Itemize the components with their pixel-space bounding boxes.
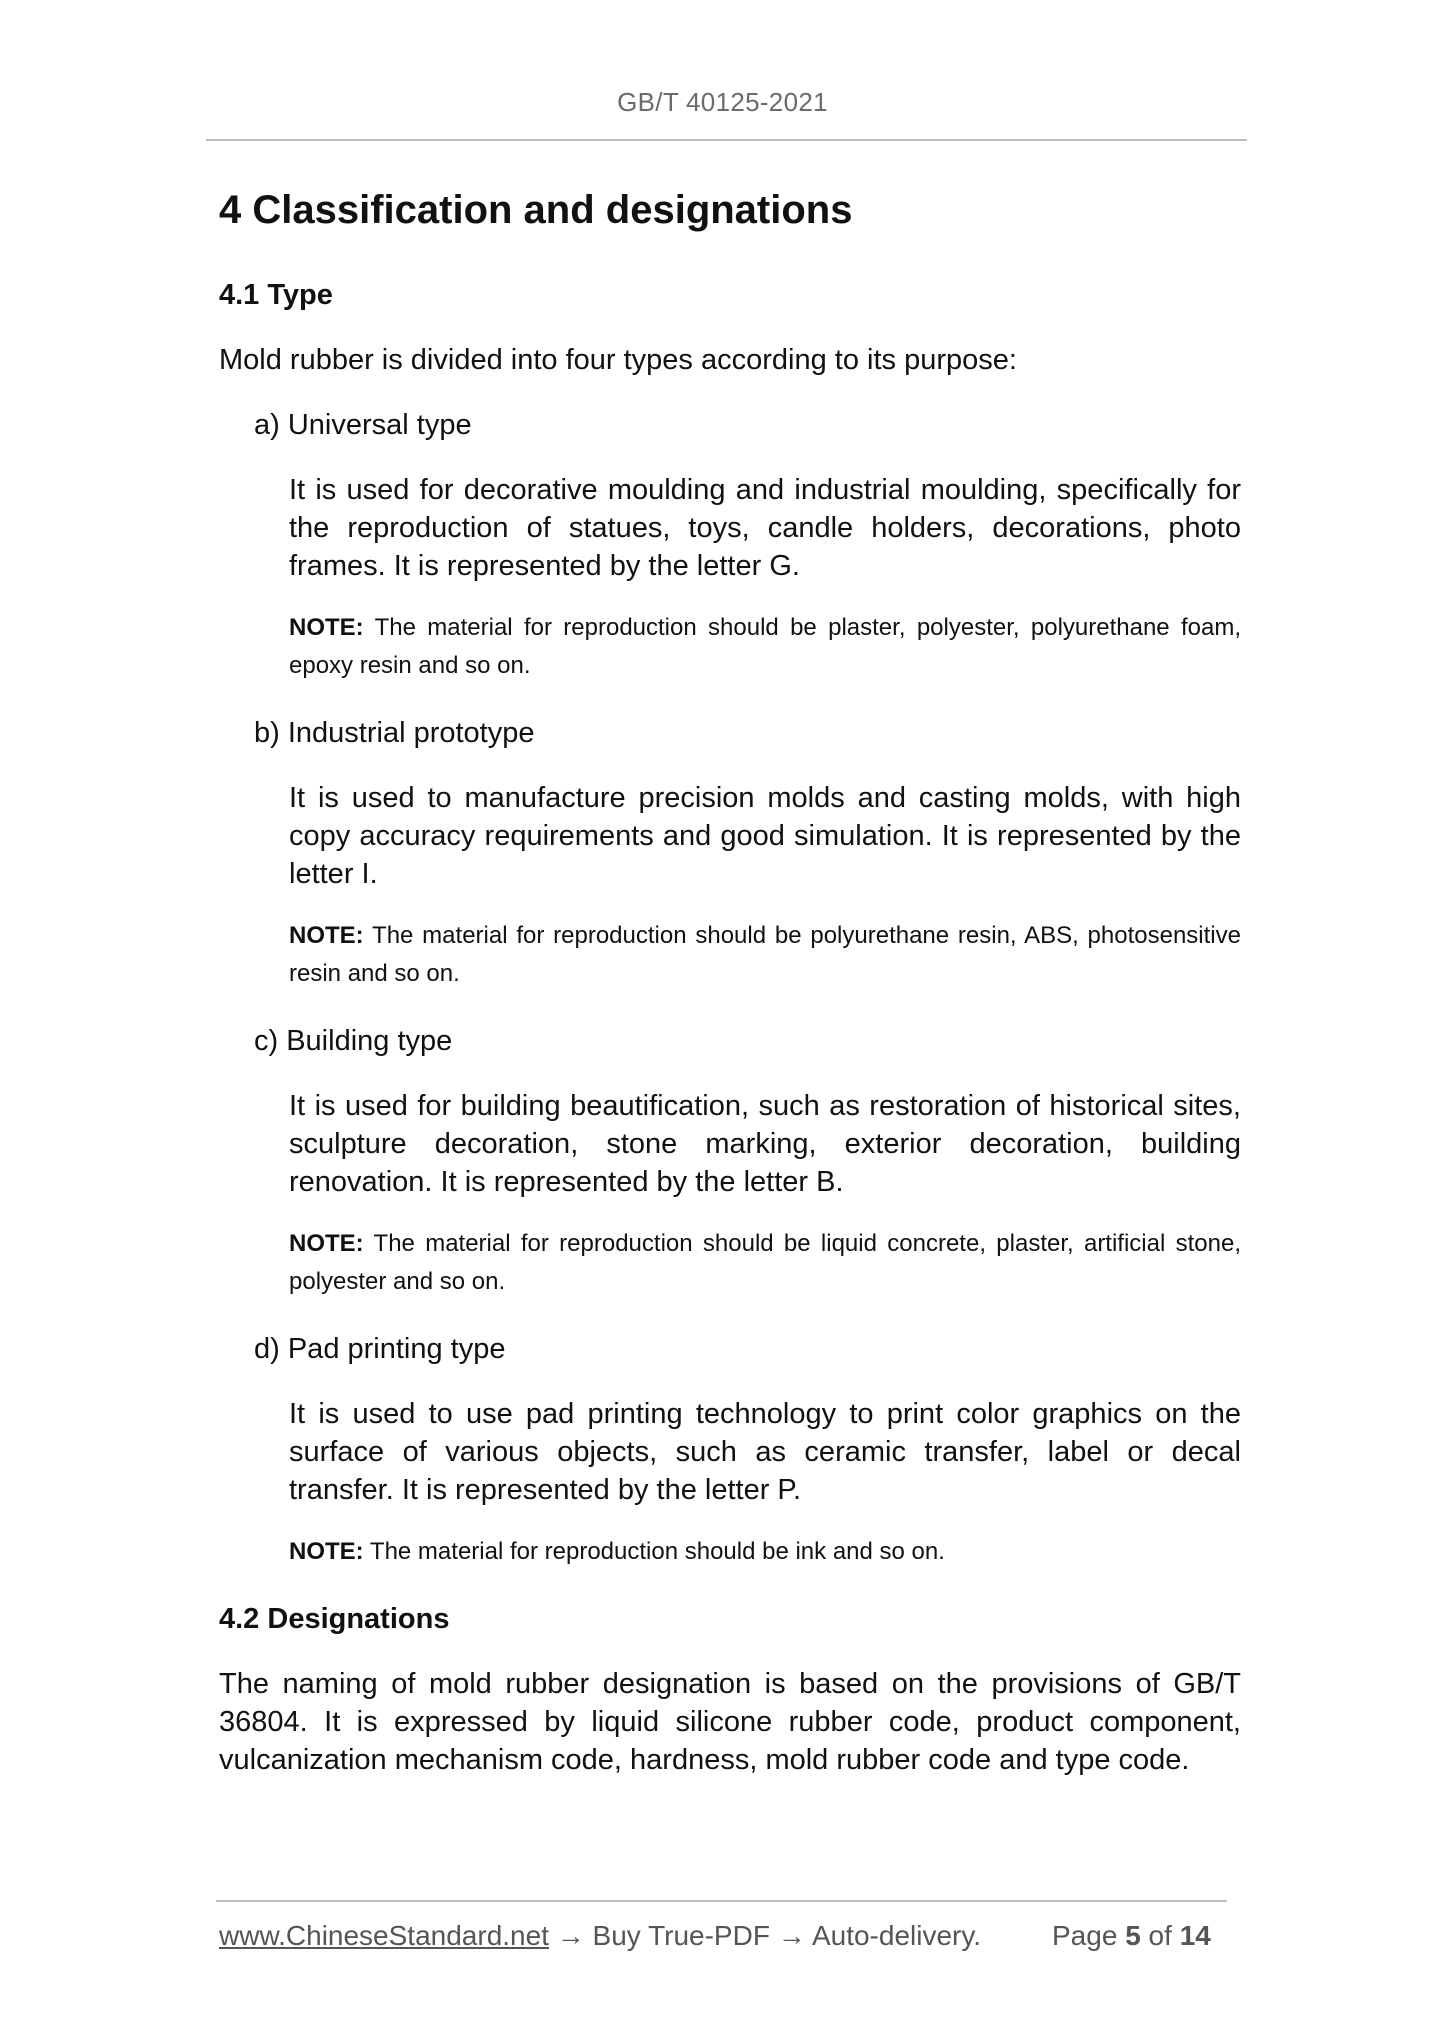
total-pages: 14 bbox=[1179, 1920, 1211, 1951]
section-title: 4 Classification and designations bbox=[219, 188, 853, 232]
subsection-title-designations: 4.2 Designations bbox=[219, 1603, 450, 1635]
arrow-right-icon: → bbox=[777, 1920, 806, 1951]
subsection-title-type: 4.1 Type bbox=[219, 279, 333, 311]
footer-divider bbox=[216, 1900, 1227, 1902]
note-label: NOTE: bbox=[289, 614, 364, 641]
auto-delivery-text: Auto-delivery. bbox=[811, 1920, 982, 1951]
page-of-word: of bbox=[1148, 1920, 1172, 1951]
list-item-label: d) Pad printing type bbox=[254, 1333, 506, 1365]
note-label: NOTE: bbox=[289, 1230, 364, 1257]
list-item-label: b) Industrial prototype bbox=[254, 717, 535, 749]
note-text: The material for reproduction should be plaster, polyester, polyurethane foam, epoxy resin and so on. bbox=[289, 614, 1241, 679]
note-text: The material for reproduction should be liquid concrete, plaster, artificial stone, polyester and so on. bbox=[289, 1230, 1242, 1295]
list-item-note bbox=[289, 1225, 1241, 1301]
list-item bbox=[219, 713, 1241, 993]
note-label: NOTE: bbox=[289, 922, 364, 949]
type-intro-paragraph: Mold rubber is divided into four types according to its purpose: bbox=[219, 344, 1017, 376]
list-item-description: It is used for decorative moulding and industrial moulding, specifically for the reproduction of statues, toys, candle holders, decorations, photo frames. It is represented by the letter G. bbox=[289, 474, 1241, 582]
buy-pdf-text: Buy True-PDF bbox=[592, 1920, 770, 1951]
list-item-description: It is used to manufacture precision molds and casting molds, with high copy accuracy requirements and good simulation. It is represented by the letter I. bbox=[289, 782, 1241, 890]
arrow-right-icon: → bbox=[556, 1920, 585, 1951]
list-item-note bbox=[289, 609, 1241, 685]
list-item-description: It is used to use pad printing technology to print color graphics on the surface of various objects, such as ceramic transfer, label or decal transfer. It is represented by the letter P. bbox=[289, 1398, 1241, 1506]
note-label: NOTE: bbox=[289, 1538, 364, 1565]
page-number bbox=[1052, 1920, 1211, 1952]
note-text: The material for reproduction should be polyurethane resin, ABS, photosensitive resin and so on. bbox=[289, 922, 1241, 987]
page-content bbox=[219, 183, 1241, 1805]
designations-paragraph: The naming of mold rubber designation is based on the provisions of GB/T 36804. It is expressed by liquid silicone rubber code, product component, vulcanization mechanism code, hardness, mold rubber code and type code. bbox=[219, 1668, 1241, 1776]
document-header: GB/T 40125-2021 bbox=[617, 87, 828, 117]
list-item-note bbox=[289, 1533, 1241, 1571]
page-word: Page bbox=[1052, 1920, 1118, 1951]
list-item-label: a) Universal type bbox=[254, 409, 472, 441]
list-item-label: c) Building type bbox=[254, 1025, 453, 1057]
list-item bbox=[219, 405, 1241, 685]
note-text: The material for reproduction should be ink and so on. bbox=[369, 1538, 945, 1565]
footer-promo bbox=[219, 1920, 981, 1952]
list-item-description: It is used for building beautification, such as restoration of historical sites, sculpture decoration, stone marking, exterior decoration, building renovation. It is represented by the letter B. bbox=[289, 1090, 1241, 1198]
header-divider bbox=[206, 139, 1247, 141]
list-item-note bbox=[289, 917, 1241, 993]
list-item bbox=[219, 1021, 1241, 1301]
list-item bbox=[219, 1329, 1241, 1571]
current-page: 5 bbox=[1125, 1920, 1141, 1951]
website-link[interactable]: www.ChineseStandard.net bbox=[219, 1920, 549, 1951]
